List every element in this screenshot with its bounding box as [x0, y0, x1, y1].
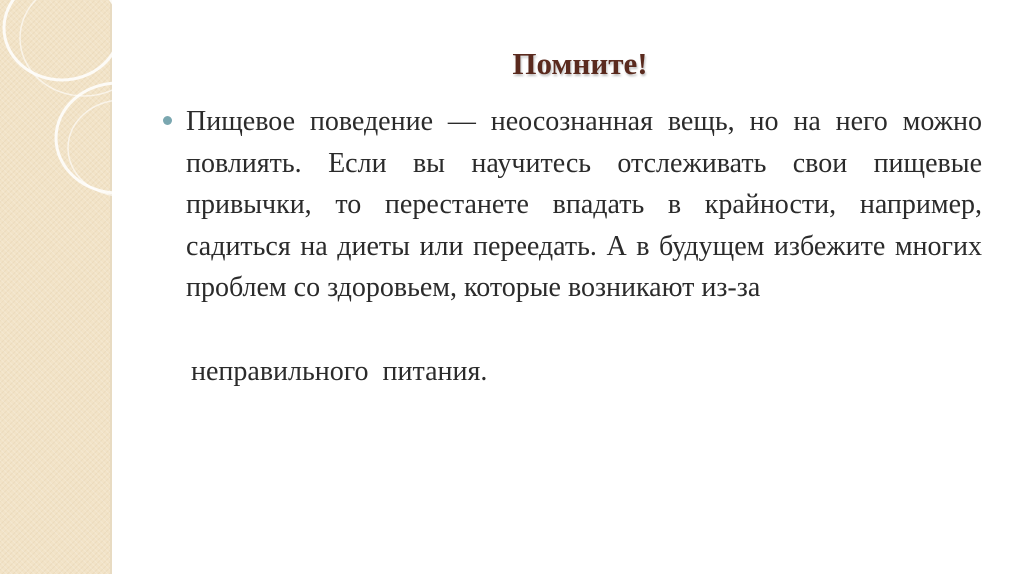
paragraph-continuation: неправильного питания.	[191, 356, 488, 387]
ring-ornament-icon	[0, 0, 170, 250]
slide-title: Помните!	[512, 46, 648, 81]
bullet-dot-icon	[163, 116, 172, 125]
bullet-paragraph: Пищевое поведение — неосознанная вещь, но на него можно повлиять. Если вы научитесь отслеживать свои пищевые привычки, то перестанете впадать в крайности, например, садиться на диеты или переедать. А в будущем избежите многих проблем со здоровьем, которые возникают из-за	[186, 106, 982, 303]
